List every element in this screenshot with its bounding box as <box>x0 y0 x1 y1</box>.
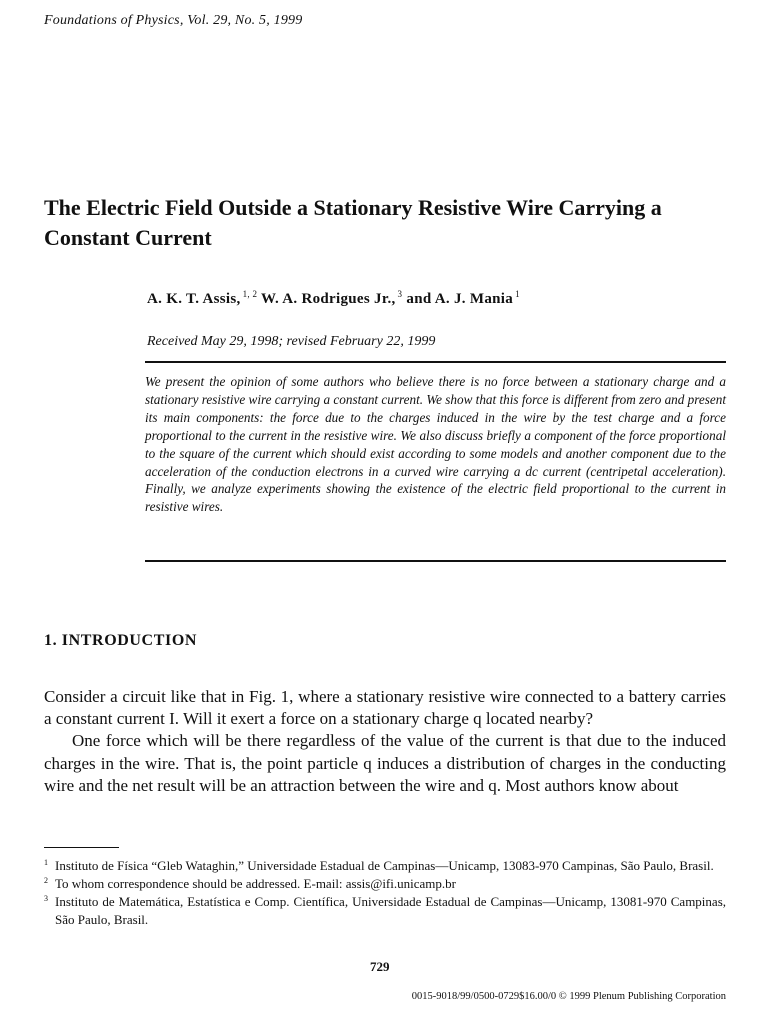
author-conjunction: and <box>406 291 432 307</box>
section-heading: 1. INTRODUCTION <box>44 632 198 649</box>
author-affiliation-mark: 1 <box>515 289 520 299</box>
article-title: The Electric Field Outside a Stationary Resistive Wire Carrying a Constant Current <box>44 195 662 250</box>
body-paragraph: One force which will be there regardless of the value of the current is that due to the induced charges in the wire. That is, the point particle q induces a distribution of charges in the conducting wire and the net result will be an attraction between the wire and q. Most authors know about <box>44 731 726 795</box>
footnote <box>44 893 726 929</box>
body-text <box>44 686 726 797</box>
footnote-mark: 3 <box>44 894 48 903</box>
abstract: We present the opinion of some authors who believe there is no force between a stationary charge and a stationary resistive wire carrying a constant current. We show that this force is different from zero and present its main components: the force due to the charges induced in the wire by the test charge and a force proportional to the current in the resistive wire. We also discuss briefly a component of the force proportional to the square of the current which should exist according to some models and another component due to the acceleration of the conduction electrons in a curved wire carrying a dc current (centripetal acceleration). Finally, we analyze experiments showing the existence of the electric field proportional to the current in resistive wires. <box>145 374 726 515</box>
author-name: A. K. T. Assis, <box>147 291 241 307</box>
footnote-mark: 2 <box>44 876 48 885</box>
footnote <box>44 875 726 893</box>
footnote-text: Instituto de Física “Gleb Wataghin,” Universidade Estadual de Campinas—Unicamp, 13083-970 Campinas, São Paulo, Brasil. <box>55 858 714 873</box>
footnote-mark: 1 <box>44 858 48 867</box>
author-affiliation-mark: 1, 2 <box>242 289 258 299</box>
footnotes <box>44 857 726 929</box>
author-list <box>147 289 737 308</box>
author-name: A. J. Mania <box>434 291 514 307</box>
received-dates: Received May 29, 1998; revised February 22, 1999 <box>147 334 436 349</box>
abstract-bottom-rule <box>145 560 726 562</box>
page-number: 729 <box>370 959 390 974</box>
author-affiliation-mark: 3 <box>397 289 403 299</box>
footnote-text: Instituto de Matemática, Estatística e Comp. Científica, Universidade Estadual de Campinas—Unicamp, 13081-970 Campinas, São Paulo, Brasil. <box>55 894 726 927</box>
abstract-top-rule <box>145 361 726 363</box>
journal-citation: Foundations of Physics, Vol. 29, No. 5, 1999 <box>44 13 303 28</box>
footnote-text: To whom correspondence should be addressed. E-mail: assis@ifi.unicamp.br <box>55 876 456 891</box>
footnote <box>44 857 726 875</box>
body-paragraph: Consider a circuit like that in Fig. 1, where a stationary resistive wire connected to a battery carries a constant current I. Will it exert a force on a stationary charge q located nearby? <box>44 687 726 729</box>
copyright-line: 0015-9018/99/0500-0729$16.00/0 © 1999 Plenum Publishing Corporation <box>411 991 726 1002</box>
author-name: W. A. Rodrigues Jr., <box>261 291 396 307</box>
footnote-divider <box>44 847 119 848</box>
